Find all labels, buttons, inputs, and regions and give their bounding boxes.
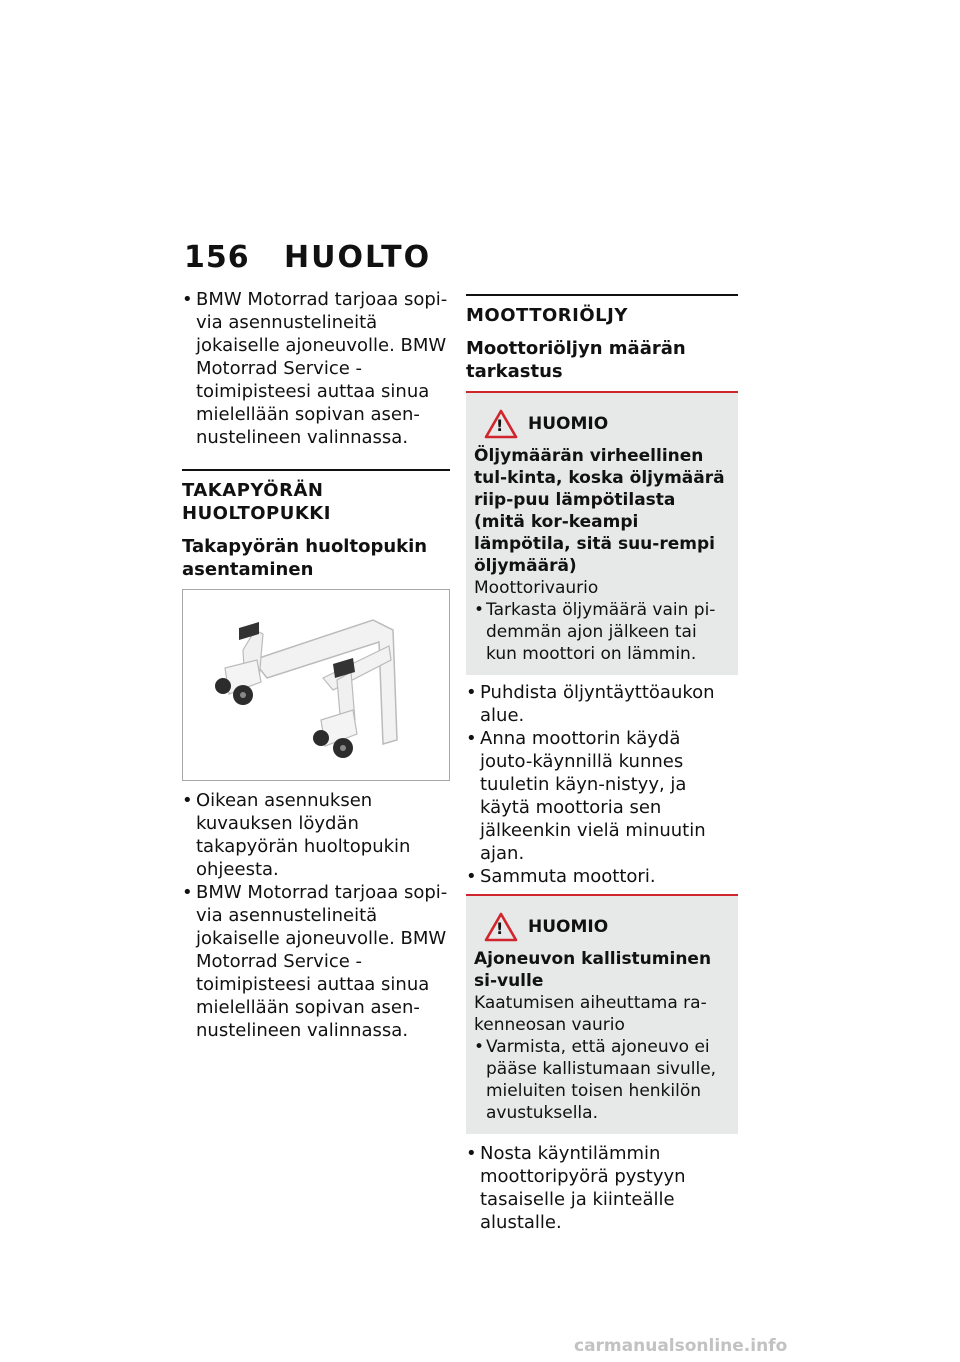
page-number: 156 [184, 240, 250, 275]
bullet-text: Nosta käyntilämmin moottoripyörä pystyyn tasaiselle ja kiinteälle alustalle. [480, 1143, 686, 1233]
list-item [466, 727, 738, 865]
section-title: MOOTTORIÖLJY [466, 305, 628, 326]
notice-action [474, 599, 730, 665]
list-item [182, 881, 450, 1042]
right-column [466, 294, 738, 1234]
bullet-icon: • [182, 289, 193, 310]
page-title: HUOLTO [284, 240, 432, 275]
list-item [466, 865, 738, 888]
notice-consequence: Kaatumisen aiheuttama ra-kenneosan vaurio [474, 993, 707, 1035]
subsection-title: Takapyörän huoltopukin asentaminen [182, 536, 428, 580]
warning-exclamation-icon: ! [496, 918, 504, 938]
bullet-text: Sammuta moottori. [480, 866, 656, 887]
notice-action [474, 1036, 730, 1124]
rear-wheel-stand-illustration [183, 590, 449, 780]
rear-stand-image [182, 589, 450, 781]
list-item [182, 789, 450, 881]
bullet-text: Anna moottorin käydä jouto-käynnillä kunnes tuuletin käyn-nistyy, ja käytä moottoria sen jälkeenkin vielä minuutin ajan. [480, 728, 706, 864]
notice-box [466, 894, 738, 1134]
bullet-icon: • [466, 682, 477, 703]
watermark: carmanualsonline.info [574, 1336, 788, 1356]
bullet-icon: • [182, 882, 193, 903]
notice-header [484, 409, 730, 439]
list-item [466, 1142, 738, 1234]
notice-consequence: Moottorivaurio [474, 578, 599, 598]
notice-hazard: Öljymäärän virheellinen tul-kinta, koska öljymäärä riip-puu lämpötilasta (mitä kor-keampi lämpötila, sitä suu-rempi öljymäärä) [474, 446, 725, 576]
bullet-icon: • [182, 790, 193, 811]
bullet-text: BMW Motorrad tarjoaa sopi-via asennustelineitä jokaiselle ajoneuvolle. BMW Motorrad Service -toimipisteesi auttaa sinua mielellään sopivan asen-nustelineen valinnassa. [196, 882, 448, 1041]
bullet-text: Puhdista öljyntäyttöaukon alue. [480, 682, 715, 726]
bullet-icon: • [466, 728, 477, 749]
bullet-text: Oikean asennuksen kuvauksen löydän takapyörän huoltopukin ohjeesta. [196, 790, 411, 880]
notice-label: HUOMIO [528, 414, 609, 434]
notice-action-text: Varmista, että ajoneuvo ei pääse kallistumaan sivulle, mieluiten toisen henkilön avustuksella. [486, 1037, 717, 1123]
list-item [182, 288, 450, 449]
notice-action-text: Tarkasta öljymäärä vain pi-demmän ajon jälkeen tai kun moottori on lämmin. [486, 600, 716, 664]
bullet-icon: • [474, 1037, 485, 1057]
list-item [466, 681, 738, 727]
page-header [184, 240, 431, 280]
left-column [182, 288, 450, 1042]
notice-box [466, 391, 738, 675]
notice-label: HUOMIO [528, 917, 609, 937]
subsection-title: Moottoriöljyn määrän tarkastus [466, 338, 686, 382]
warning-exclamation-icon: ! [496, 415, 504, 435]
bullet-icon: • [466, 866, 477, 887]
notice-hazard: Ajoneuvon kallistuminen si-vulle [474, 949, 712, 991]
section-divider [182, 469, 450, 471]
bullet-icon: • [474, 600, 485, 620]
notice-header [484, 912, 730, 942]
section-title: TAKAPYÖRÄN HUOLTOPUKKI [182, 480, 331, 524]
bullet-text: BMW Motorrad tarjoaa sopi-via asennustelineitä jokaiselle ajoneuvolle. BMW Motorrad Service -toimipisteesi auttaa sinua mielellään sopivan asen-nustelineen valinnassa. [196, 289, 448, 448]
section-divider [466, 294, 738, 296]
bullet-icon: • [466, 1143, 477, 1164]
